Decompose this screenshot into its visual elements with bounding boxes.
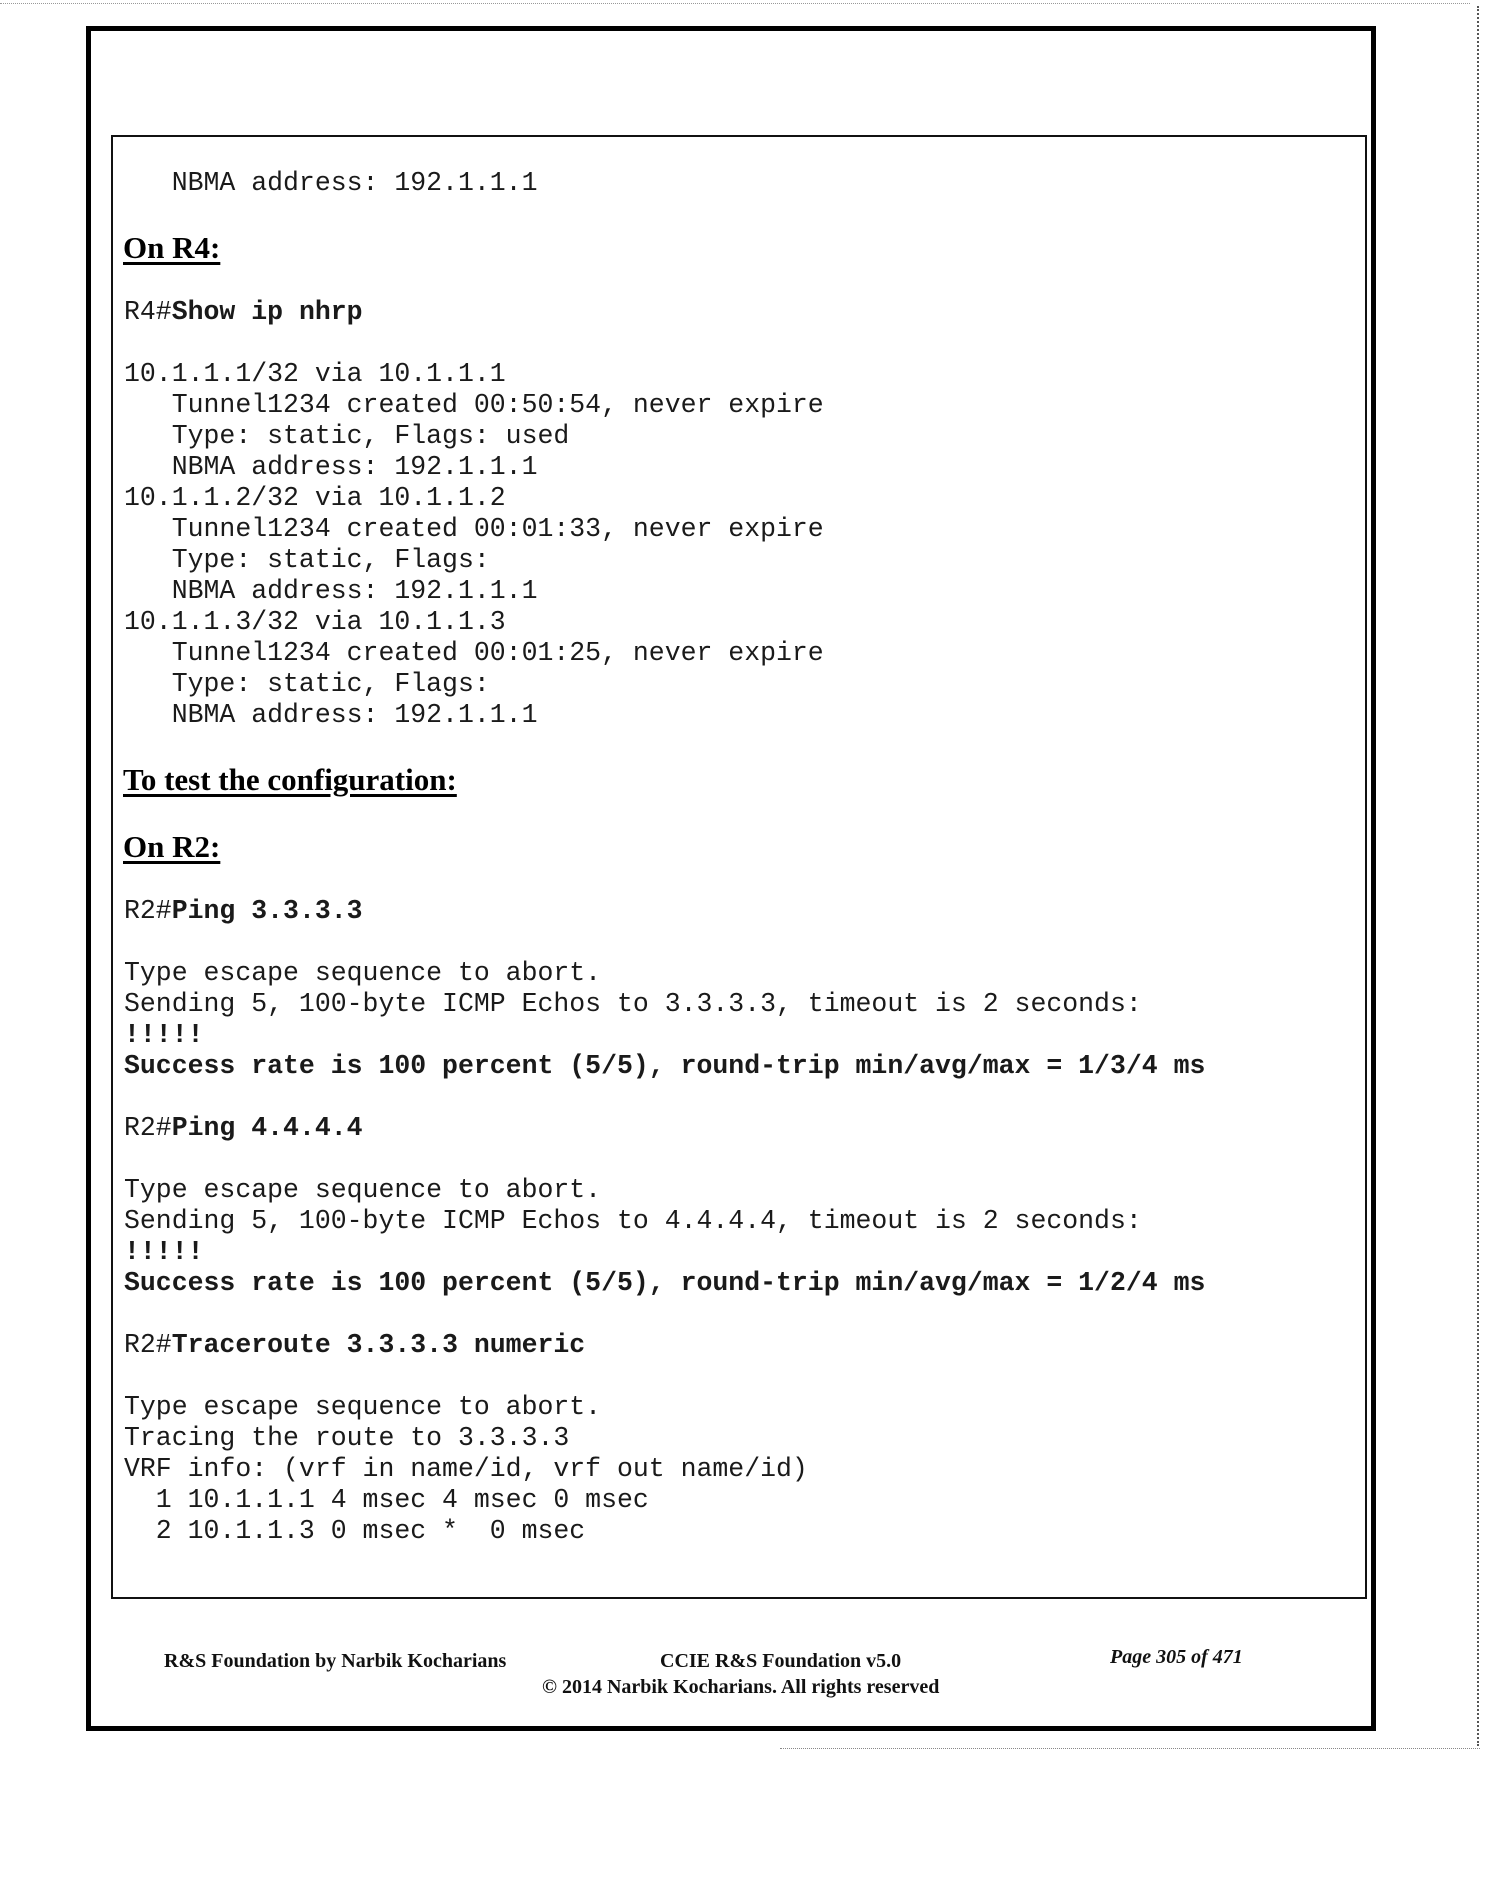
scan-artifact-top [0,3,1470,5]
footer-title: CCIE R&S Foundation v5.0 [660,1650,902,1672]
output-line: Sending 5, 100-byte ICMP Echos to 4.4.4.4, timeout is 2 seconds: [124,1206,1142,1236]
r4-command: Show ip nhrp [171,297,363,327]
output-line: NBMA address: 192.1.1.1 [124,700,538,730]
footer-author: R&S Foundation by Narbik Kocharians [164,1650,507,1672]
heading-test-configuration: To test the configuration: [123,762,457,797]
output-line: Type escape sequence to abort. [124,958,602,988]
r4-command-line [124,297,1354,328]
nbma-address-line: NBMA address: 192.1.1.1 [124,168,538,198]
ping2-summary: Success rate is 100 percent (5/5), round-trip min/avg/max = 1/2/4 ms [124,1268,1206,1298]
ping2-result-marks: !!!!! [124,1237,204,1267]
output-line: NBMA address: 192.1.1.1 [124,452,538,482]
ping2-command-line [124,1113,1354,1144]
traceroute-prompt: R2# [124,1330,172,1360]
output-line: Type: static, Flags: used [124,421,570,451]
traceroute-hop: 2 10.1.1.3 0 msec * 0 msec [124,1516,586,1546]
ping2-prompt: R2# [124,1113,172,1143]
output-line: Type: static, Flags: [124,545,490,575]
output-line: Tunnel1234 created 00:01:33, never expire [124,514,824,544]
output-line: NBMA address: 192.1.1.1 [124,576,538,606]
output-line: VRF info: (vrf in name/id, vrf out name/id) [124,1454,808,1484]
scan-artifact-bottom [780,1748,1480,1749]
ping1-command: Ping 3.3.3.3 [171,896,363,926]
output-line: Tracing the route to 3.3.3.3 [124,1423,570,1453]
footer-copyright: © 2014 Narbik Kocharians. All rights reserved [542,1676,940,1698]
output-line: Tunnel1234 created 00:01:25, never expire [124,638,824,668]
ping1-command-line [124,896,1354,927]
document-content [124,168,1354,1547]
heading-on-r2: On R2: [123,829,221,864]
output-line: Tunnel1234 created 00:50:54, never expire [124,390,824,420]
ping1-prompt: R2# [124,896,172,926]
output-line: Type escape sequence to abort. [124,1392,602,1422]
ping2-command: Ping 4.4.4.4 [171,1113,363,1143]
traceroute-hop: 1 10.1.1.1 4 msec 4 msec 0 msec [124,1485,649,1515]
r4-prompt: R4# [124,297,172,327]
output-line: 10.1.1.1/32 via 10.1.1.1 [124,359,506,389]
nhrp-output [124,359,1354,731]
output-line: 10.1.1.3/32 via 10.1.1.3 [124,607,506,637]
heading-on-r4: On R4: [123,230,221,265]
ping1-result-marks: !!!!! [124,1020,204,1050]
page-number: Page 305 of 471 [1110,1646,1243,1668]
scan-artifact-right [1477,6,1479,1746]
traceroute-command: Traceroute 3.3.3.3 numeric [171,1330,586,1360]
traceroute-command-line [124,1330,1354,1361]
output-line: Type: static, Flags: [124,669,490,699]
output-line: 10.1.1.2/32 via 10.1.1.2 [124,483,506,513]
output-line: Type escape sequence to abort. [124,1175,602,1205]
output-line: Sending 5, 100-byte ICMP Echos to 3.3.3.3, timeout is 2 seconds: [124,989,1142,1019]
ping1-summary: Success rate is 100 percent (5/5), round-trip min/avg/max = 1/3/4 ms [124,1051,1206,1081]
